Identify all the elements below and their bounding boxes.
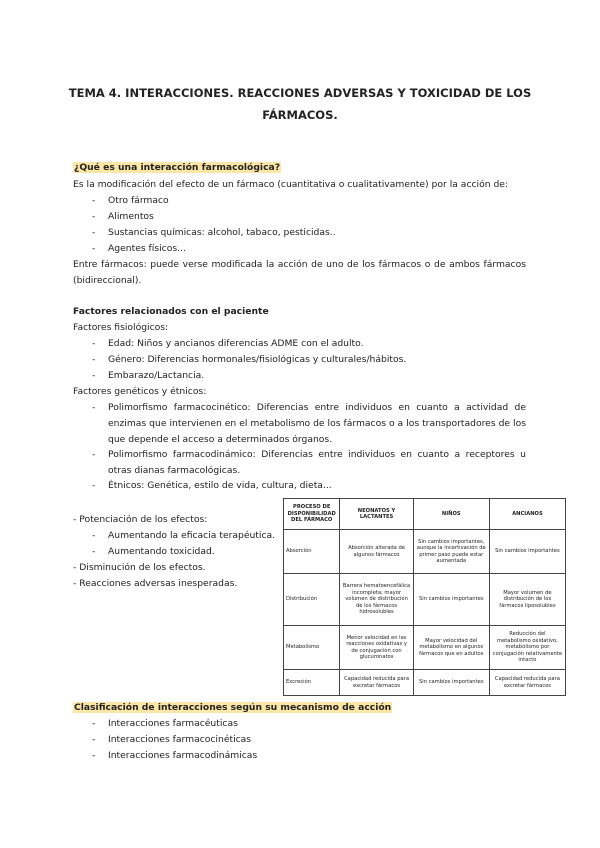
table-cell: Absorción alterada de algunos fármacos <box>340 530 413 574</box>
table-cell: Sin cambios importantes <box>413 574 489 626</box>
table-cell: Mayor volumen de distribución de los fármacos liposolubles <box>489 574 565 626</box>
bullet-dash: - <box>92 480 96 491</box>
bullet-dash: - <box>92 449 96 460</box>
potentiation-label: - Potenciación de los efectos: <box>73 514 208 525</box>
table-cell: Capacidad reducida para excretar fármacos <box>340 670 413 696</box>
pharmacokinetics-table <box>283 498 566 696</box>
decrease-label: - Disminución de los efectos. <box>73 562 206 573</box>
table-header: ANCIANOS <box>489 499 565 530</box>
table-header: NIÑOS <box>413 499 489 530</box>
table-cell: Sin cambios importantes, aunque la incertivación de primer paso puede estar aumentada <box>413 530 489 574</box>
list-item: Aumentando toxicidad. <box>108 546 215 557</box>
table-row <box>284 530 566 574</box>
list-item: Edad: Niños y ancianos diferencias ADME con el adulto. <box>108 338 364 349</box>
bullet-dash: - <box>92 243 96 254</box>
bullet-dash: - <box>92 370 96 381</box>
table-cell: Absorción <box>284 530 340 574</box>
table-cell: Distribución <box>284 574 340 626</box>
title-line-2: FÁRMACOS. <box>262 108 338 122</box>
bullet-dash: - <box>92 338 96 349</box>
bullet-dash: - <box>92 530 96 541</box>
table-cell: Capacidad reducida para excretar fármacos <box>489 670 565 696</box>
list-item: Polimorfismo farmacocinético: Diferencias entre individuos en cuanto a actividad de enzimas que intervienen en el metabolismo de los fármacos o a los transportadores de los que depende el acceso a determinados órganos. <box>108 402 526 445</box>
table-cell: Metabolismo <box>284 626 340 670</box>
list-item: Agentes físicos... <box>108 243 186 254</box>
bullet-dash: - <box>92 195 96 206</box>
list-item: Sustancias químicas: alcohol, tabaco, pesticidas.. <box>108 227 336 238</box>
list-item: Polimorfismo farmacodinámico: Diferencias entre individuos en cuanto a receptores u otras dianas farmacológicas. <box>108 449 526 476</box>
section-heading-classification <box>73 700 392 716</box>
table-row <box>284 574 566 626</box>
section-heading-interaction <box>73 160 281 176</box>
genetic-label: Factores genéticos y étnicos: <box>73 386 207 397</box>
title-line-1: TEMA 4. INTERACCIONES. REACCIONES ADVERSAS Y TOXICIDAD DE LOS <box>68 86 532 100</box>
list-item: Alimentos <box>108 211 154 222</box>
page-title <box>60 82 540 126</box>
list-item: Interacciones farmacéuticas <box>108 718 238 729</box>
bullet-dash: - <box>92 734 96 745</box>
heading-text: Clasificación de interacciones según su mecanismo de acción <box>74 702 392 713</box>
table-cell: Menor velocidad en las reacciones oxidativas y de conjugación con glucuronatos <box>340 626 413 670</box>
list-item: Embarazo/Lactancia. <box>108 370 205 381</box>
table-cell: Sin cambios importantes <box>413 670 489 696</box>
table-row <box>284 670 566 696</box>
bullet-dash: - <box>92 211 96 222</box>
bullet-dash: - <box>92 546 96 557</box>
section-heading-patient-factors: Factores relacionados con el paciente <box>73 306 269 317</box>
table-cell: Reducción del metabolismo oxidativo, metabolismo por conjugación relativamente intacto <box>489 626 565 670</box>
bullet-dash: - <box>92 227 96 238</box>
interaction-intro: Es la modificación del efecto de un fármaco (cuantitativa o cualitativamente) por la acción de: <box>73 179 509 190</box>
list-item: Otro fármaco <box>108 195 169 206</box>
list-item: Aumentando la eficacia terapéutica. <box>108 530 276 541</box>
bullet-dash: - <box>92 718 96 729</box>
list-item: Interacciones farmacodinámicas <box>108 750 258 761</box>
table-header: NEONATOS Y LACTANTES <box>340 499 413 530</box>
heading-text: ¿Qué es una interacción farmacológica? <box>74 162 281 173</box>
table-cell: Barrera hematoencefálica incompleta; mayor volumen de distribución de los fármacos hidrosolubles <box>340 574 413 626</box>
bullet-dash: - <box>92 354 96 365</box>
bullet-dash: - <box>92 402 96 413</box>
table-header-row <box>284 499 566 530</box>
list-item: Étnicos: Genética, estilo de vida, cultura, dieta... <box>108 480 332 491</box>
physiological-label: Factores fisiológicos: <box>73 322 169 333</box>
table-cell: Sin cambios importantes <box>489 530 565 574</box>
table-row <box>284 626 566 670</box>
table-header: PROCESO DE DISPONIBILIDAD DEL FÁRMACO <box>284 499 340 530</box>
list-item: Interacciones farmacocinéticas <box>108 734 252 745</box>
drugs-paragraph: Entre fármacos: puede verse modificada la acción de uno de los fármacos o de ambos fármacos (bidireccional). <box>73 259 526 286</box>
table-cell: Excreción <box>284 670 340 696</box>
bullet-dash: - <box>92 750 96 761</box>
list-item: Género: Diferencias hormonales/fisiológicas y culturales/hábitos. <box>108 354 407 365</box>
table-cell: Mayor velocidad del metabolismo en algunos fármacos que en adultos <box>413 626 489 670</box>
adverse-label: - Reacciones adversas inesperadas. <box>73 578 238 589</box>
